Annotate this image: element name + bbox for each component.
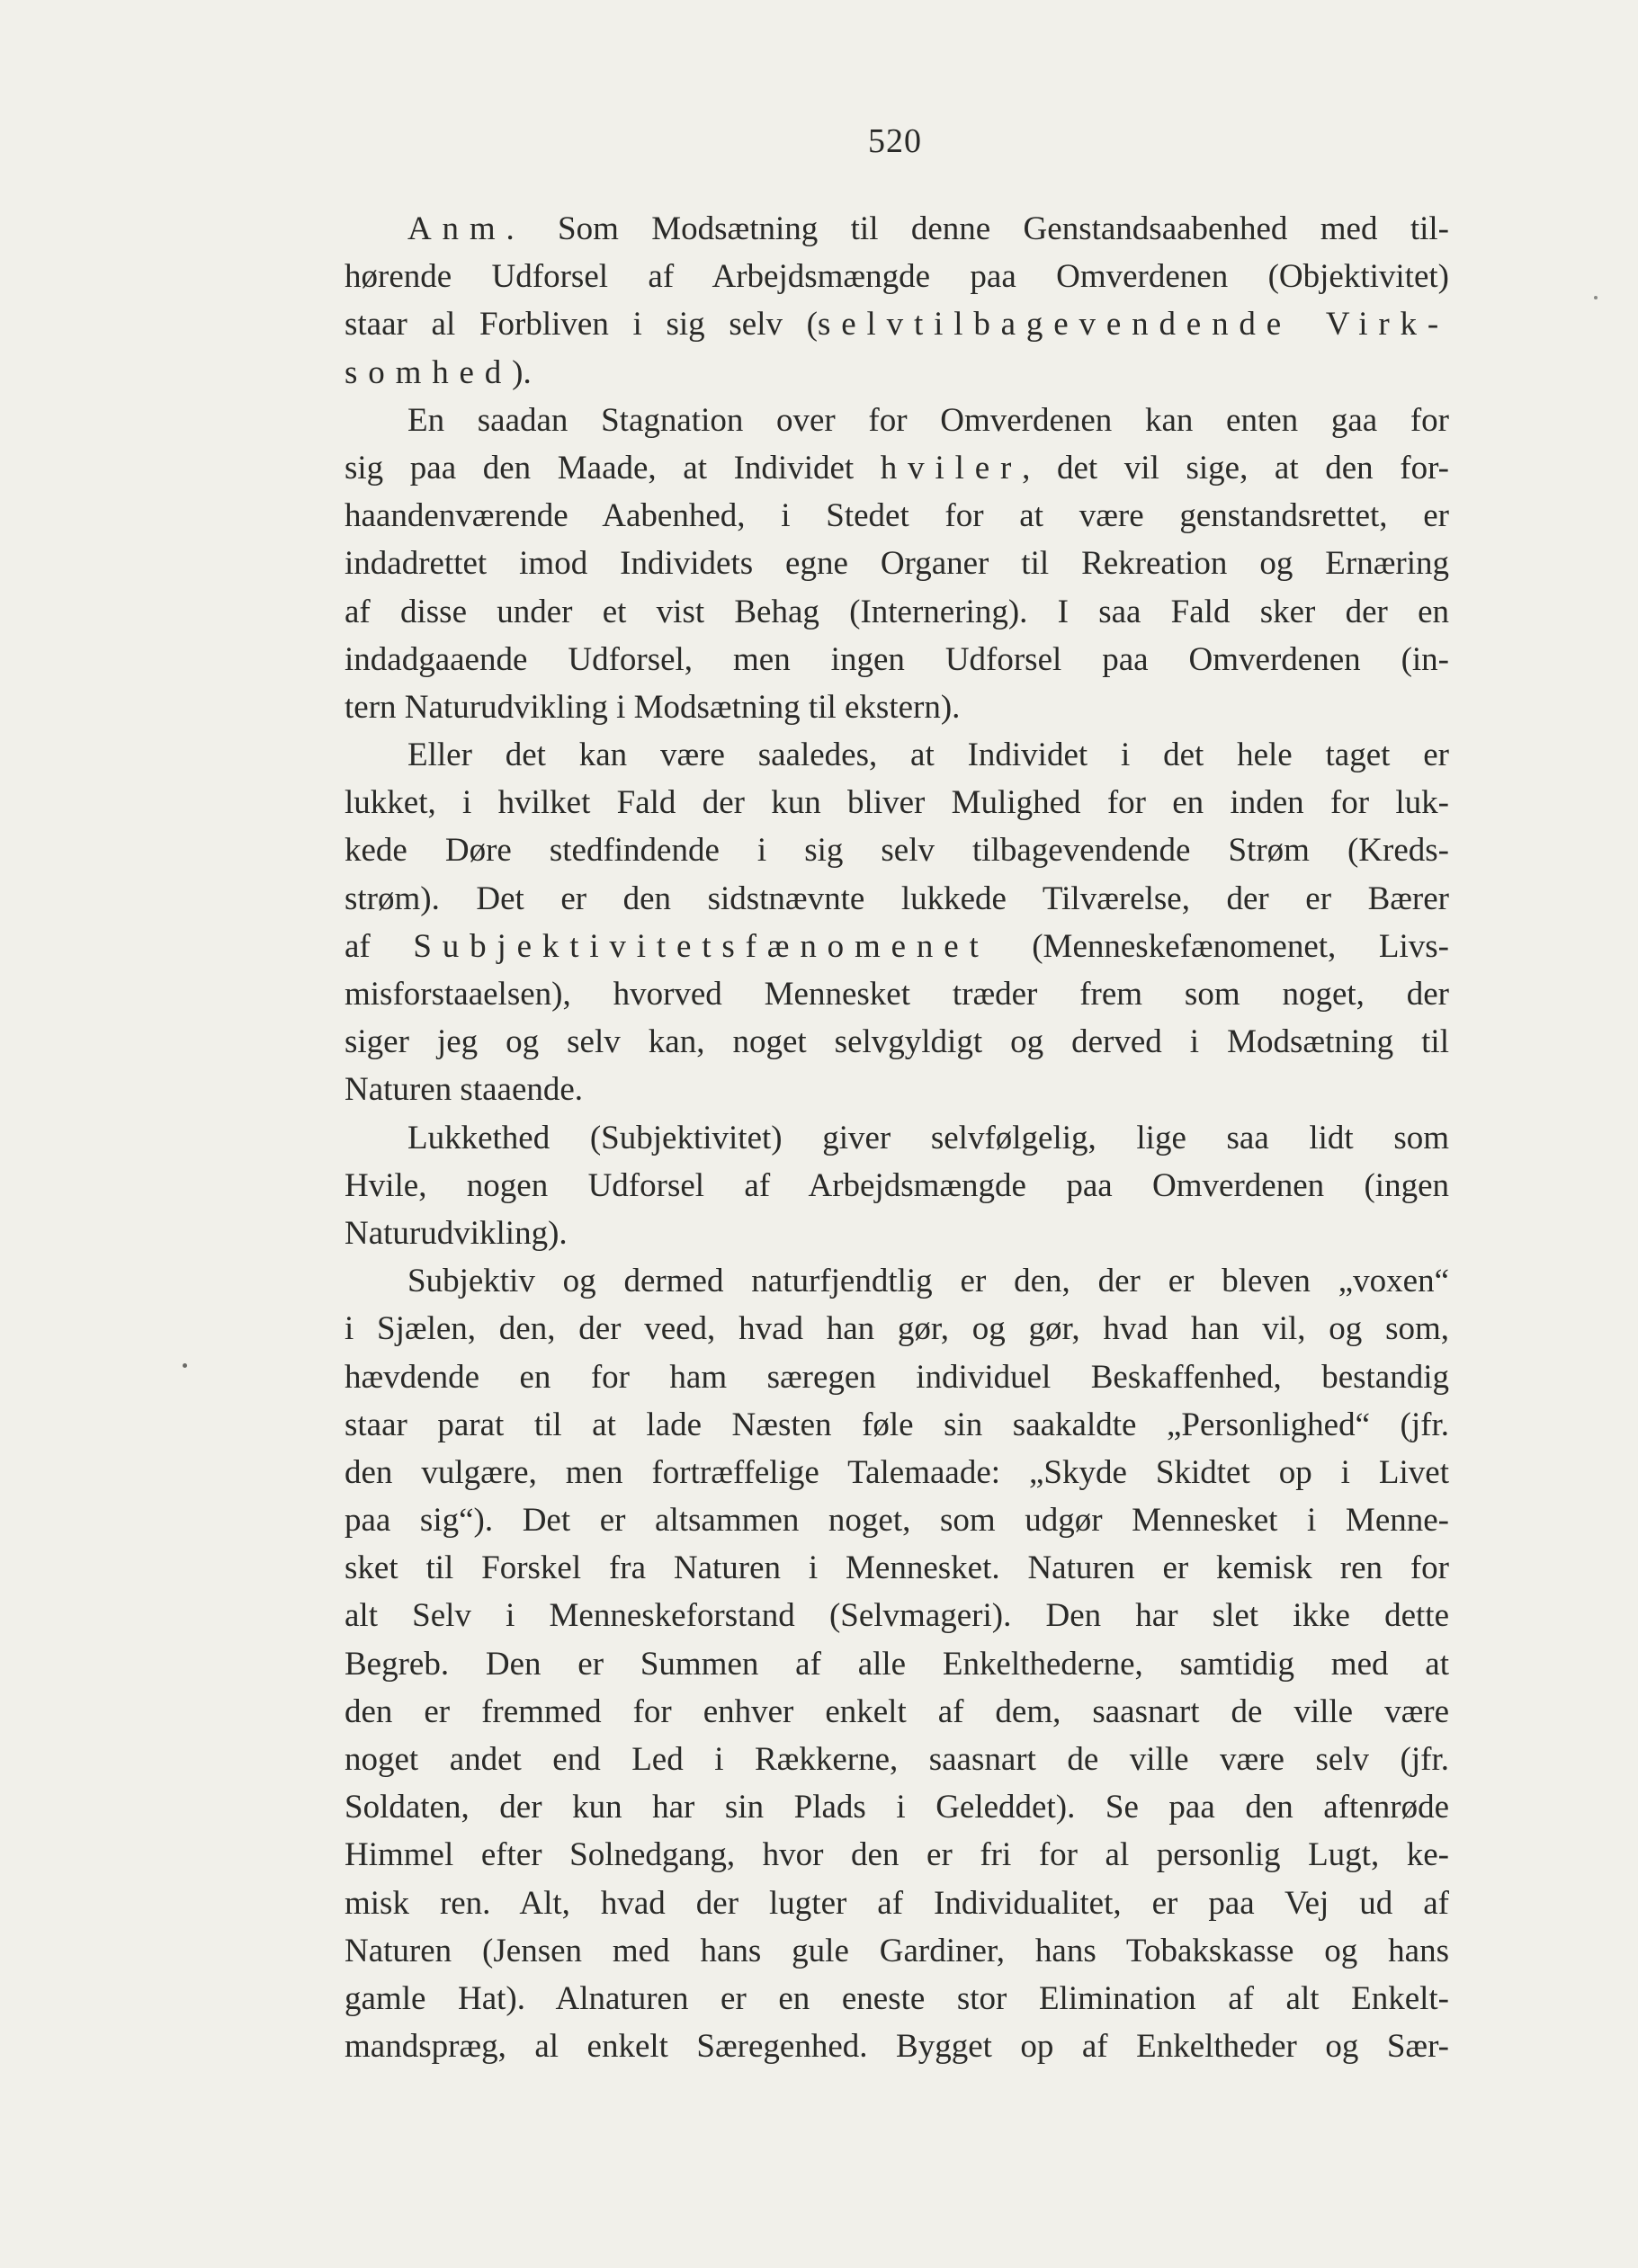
text-line (345, 1114, 1449, 1162)
text-segment: sig paa den Maade, at Individet (345, 449, 881, 487)
text-segment: Lukkethed (Subjektivitet) giver selvfølgelig, lige saa lidt som (407, 1119, 1449, 1156)
text-segment: Soldaten, der kun har sin Plads i Geleddet). Se paa den aftenrøde (345, 1789, 1449, 1826)
text-line (345, 826, 1449, 874)
text-segment: ). (512, 353, 532, 391)
text-segment: En saadan Stagnation over for Omverdenen kan enten gaa for (407, 401, 1449, 439)
text-segment: alt Selv i Menneskeforstand (Selvmageri). Den har slet ikke dette (345, 1597, 1449, 1635)
text-line (345, 1640, 1449, 1688)
text-segment: misforstaaelsen), hvorved Mennesket træder frem som noget, der (345, 976, 1449, 1013)
text-line (345, 1496, 1449, 1544)
text-line (345, 1018, 1449, 1066)
text-segment: mandspræg, al enkelt Særegenhed. Bygget op af Enkeltheder og Sær- (345, 2028, 1449, 2066)
text-segment: Naturen staaende. (345, 1071, 584, 1109)
text-line (345, 444, 1449, 492)
text-segment: haandenværende Aabenhed, i Stedet for at være genstandsrettet, er (345, 497, 1449, 535)
text-segment: strøm). Det er den sidstnævnte lukkede Tilværelse, der er Bærer (345, 880, 1449, 917)
text-segment: , det vil sige, at den for- (1022, 449, 1449, 487)
margin-speck (183, 1363, 187, 1368)
text-line (345, 731, 1449, 779)
text-segment: tern Naturudvikling i Modsætning til ekstern). (345, 688, 961, 726)
text-line (345, 1544, 1449, 1592)
text-segment: Begreb. Den er Summen af alle Enkelthederne, samtidig med at (345, 1645, 1449, 1683)
text-line (345, 1066, 1449, 1113)
emphasized-text: Subjektivitetsfænomenet (413, 927, 989, 965)
text-line (345, 1975, 1449, 2022)
text-line (345, 1210, 1449, 1257)
text-line (345, 779, 1449, 826)
text-line (345, 1162, 1449, 1210)
text-segment: lukket, i hvilket Fald der kun bliver Mulighed for en inden for luk- (345, 784, 1449, 822)
text-line (345, 970, 1449, 1018)
text-segment: siger jeg og selv kan, noget selvgyldigt og derved i Modsætning til (345, 1023, 1449, 1061)
text-segment: indadrettet imod Individets egne Organer til Rekreation og Ernæring (345, 545, 1449, 583)
text-segment: sket til Forskel fra Naturen i Mennesket. Naturen er kemisk ren for (345, 1549, 1449, 1587)
page-number: 520 (868, 122, 922, 160)
text-segment: den er fremmed for enhver enkelt af dem, saasnart de ville være (345, 1692, 1449, 1730)
text-segment: Naturen (Jensen med hans gule Gardiner, hans Tobakskasse og hans (345, 1932, 1449, 1969)
text-segment: kede Døre stedfindende i sig selv tilbagevendende Strøm (Kreds- (345, 832, 1449, 870)
margin-speck (1594, 296, 1598, 299)
text-segment: i Sjælen, den, der veed, hvad han gør, og gør, hvad han vil, og som, (345, 1310, 1449, 1348)
text-segment: hævdende en for ham særegen individuel Beskaffenhed, bestandig (345, 1358, 1449, 1396)
text-segment: hørende Udforsel af Arbejdsmængde paa Omverdenen (Objektivitet) (345, 258, 1449, 296)
text-segment: indadgaaende Udforsel, men ingen Udforsel paa Omverdenen (in- (345, 640, 1449, 678)
text-segment: Eller det kan være saaledes, at Individet i det hele taget er (407, 737, 1449, 774)
text-segment: den vulgære, men fortræffelige Talemaade: „Skyde Skidtet op i Livet (345, 1453, 1449, 1491)
text-line (345, 397, 1449, 444)
emphasized-text: hviler (880, 449, 1023, 487)
text-line (345, 1927, 1449, 1975)
text-segment: Hvile, nogen Udforsel af Arbejdsmængde paa Omverdenen (ingen (345, 1166, 1449, 1204)
text-segment: Naturudvikling). (345, 1214, 568, 1252)
text-line (345, 1257, 1449, 1305)
text-segment: noget andet end Led i Rækkerne, saasnart de ville være selv (jfr. (345, 1741, 1449, 1778)
text-segment: paa sig“). Det er altsammen noget, som udgør Mennesket i Menne- (345, 1502, 1449, 1540)
text-line (345, 540, 1449, 587)
text-line (345, 1592, 1449, 1639)
text-line (345, 1831, 1449, 1879)
text-segment: staar parat til at lade Næsten føle sin saakaldte „Personlighed“ (jfr. (345, 1406, 1449, 1443)
text-line (345, 300, 1449, 348)
text-line (345, 1783, 1449, 1831)
text-line (345, 923, 1449, 970)
emphasized-text: selvtilbagevendende Virk- (818, 306, 1449, 344)
text-line (345, 1353, 1449, 1401)
text-segment: Som Modsætning til denne Genstandsaabenhed med til- (524, 210, 1449, 247)
text-segment: af (345, 927, 414, 965)
text-line (345, 2022, 1449, 2070)
text-line (345, 683, 1449, 731)
text-line (345, 588, 1449, 636)
text-segment: gamle Hat). Alnaturen er en eneste stor Elimination af alt Enkelt- (345, 1979, 1449, 2017)
emphasized-text: Anm. (407, 210, 525, 247)
text-line (345, 349, 1449, 397)
text-line (345, 205, 1449, 253)
text-segment: Subjektiv og dermed naturfjendtlig er den, der er bleven „voxen“ (407, 1263, 1449, 1300)
text-body (345, 205, 1449, 2070)
text-line (345, 492, 1449, 540)
text-line (345, 1736, 1449, 1783)
text-line (345, 1880, 1449, 1927)
text-segment: staar al Forbliven i sig selv ( (345, 306, 818, 344)
text-line (345, 1305, 1449, 1353)
text-line (345, 253, 1449, 300)
emphasized-text: somhed (345, 353, 513, 391)
text-segment: Himmel efter Solnedgang, hvor den er fri for al personlig Lugt, ke- (345, 1836, 1449, 1874)
text-segment: (Menneskefænomenet, Livs- (989, 927, 1449, 965)
text-line (345, 1449, 1449, 1496)
text-line (345, 875, 1449, 923)
text-line (345, 1401, 1449, 1449)
text-segment: af disse under et vist Behag (Internering). I saa Fald sker der en (345, 593, 1449, 630)
text-segment: misk ren. Alt, hvad der lugter af Individualitet, er paa Vej ud af (345, 1884, 1449, 1922)
text-line (345, 636, 1449, 683)
text-line (345, 1688, 1449, 1736)
